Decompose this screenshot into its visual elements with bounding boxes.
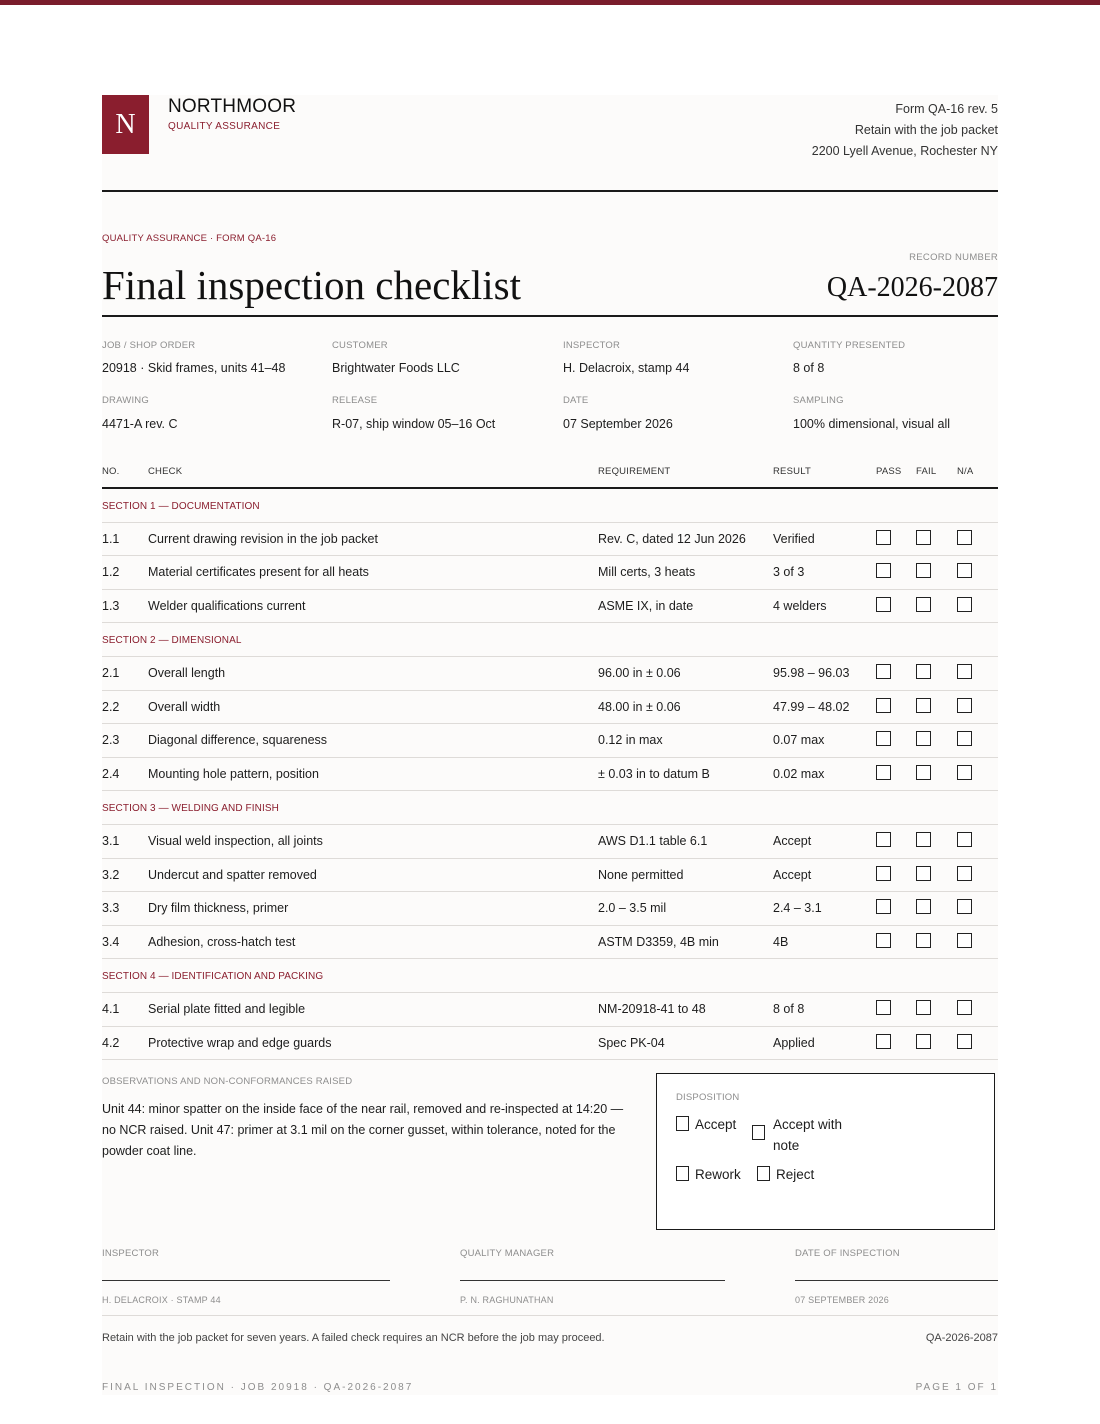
row-divider bbox=[102, 858, 998, 859]
company-department: QUALITY ASSURANCE bbox=[168, 121, 281, 132]
cell-requirement: 48.00 in ± 0.06 bbox=[598, 699, 681, 714]
disposition-box bbox=[656, 1073, 995, 1230]
signature-name-inspector: H. DELACROIX · STAMP 44 bbox=[102, 1295, 221, 1305]
pass-checkbox[interactable] bbox=[876, 832, 891, 847]
header-divider bbox=[102, 190, 998, 192]
section-heading: SECTION 2 — DIMENSIONAL bbox=[102, 635, 242, 647]
disposition-accept-checkbox[interactable] bbox=[676, 1116, 689, 1131]
signature-label-quality-manager: QUALITY MANAGER bbox=[460, 1248, 555, 1259]
cell-result: 0.07 max bbox=[773, 733, 825, 748]
col-header-pass: PASS bbox=[876, 466, 902, 477]
signature-line-quality-manager[interactable] bbox=[460, 1280, 725, 1281]
na-checkbox[interactable] bbox=[957, 1000, 972, 1015]
row-divider bbox=[102, 589, 998, 590]
col-header-na: N/A bbox=[957, 466, 974, 477]
cell-check: Welder qualifications current bbox=[148, 598, 306, 613]
na-checkbox[interactable] bbox=[957, 731, 972, 746]
pass-checkbox[interactable] bbox=[876, 1000, 891, 1015]
cell-no: 4.2 bbox=[102, 1035, 120, 1050]
row-divider bbox=[102, 690, 998, 691]
fail-checkbox[interactable] bbox=[916, 664, 931, 679]
meta-label-customer: CUSTOMER bbox=[332, 340, 388, 351]
row-divider bbox=[102, 656, 998, 657]
retention-note: Retain with the job packet for seven years. A failed check requires an NCR before the job may proceed. bbox=[102, 1332, 605, 1344]
na-checkbox[interactable] bbox=[957, 530, 972, 545]
meta-label-release: RELEASE bbox=[332, 395, 378, 406]
cell-requirement: ± 0.03 in to datum B bbox=[598, 766, 710, 781]
row-divider bbox=[102, 1059, 998, 1060]
col-header-requirement: REQUIREMENT bbox=[598, 466, 671, 477]
pass-checkbox[interactable] bbox=[876, 731, 891, 746]
row-divider bbox=[102, 992, 998, 993]
signature-label-date: DATE OF INSPECTION bbox=[795, 1248, 900, 1259]
meta-value-customer: Brightwater Foods LLC bbox=[332, 361, 460, 375]
pass-checkbox[interactable] bbox=[876, 933, 891, 948]
inspection-form-sheet bbox=[102, 95, 998, 1395]
row-divider bbox=[102, 925, 998, 926]
cell-no: 3.4 bbox=[102, 934, 120, 949]
fail-checkbox[interactable] bbox=[916, 765, 931, 780]
running-footer: FINAL INSPECTION · JOB 20918 · QA-2026-2087 bbox=[102, 1382, 414, 1393]
cell-no: 1.1 bbox=[102, 531, 120, 546]
cell-result: Accept bbox=[773, 834, 812, 848]
fail-checkbox[interactable] bbox=[916, 597, 931, 612]
meta-label-date: DATE bbox=[563, 395, 589, 406]
page-title: Final inspection checklist bbox=[102, 262, 522, 308]
pass-checkbox[interactable] bbox=[876, 597, 891, 612]
disposition-label: DISPOSITION bbox=[676, 1092, 740, 1103]
na-checkbox[interactable] bbox=[957, 698, 972, 713]
fail-checkbox[interactable] bbox=[916, 731, 931, 746]
fail-checkbox[interactable] bbox=[916, 866, 931, 881]
footer-divider bbox=[102, 1315, 998, 1316]
na-checkbox[interactable] bbox=[957, 664, 972, 679]
meta-label-quantity: QUANTITY PRESENTED bbox=[793, 340, 906, 351]
meta-label-sampling: SAMPLING bbox=[793, 395, 844, 406]
fail-checkbox[interactable] bbox=[916, 1000, 931, 1015]
cell-check: Visual weld inspection, all joints bbox=[148, 834, 323, 848]
disposition-reject-checkbox[interactable] bbox=[757, 1166, 770, 1181]
fail-checkbox[interactable] bbox=[916, 530, 931, 545]
signature-name-quality-manager: P. N. RAGHUNATHAN bbox=[460, 1295, 554, 1305]
accept-with-note-line2: note bbox=[773, 1138, 800, 1153]
cell-no: 2.1 bbox=[102, 666, 120, 680]
cell-requirement: None permitted bbox=[598, 867, 684, 882]
row-divider bbox=[102, 757, 998, 758]
page-number: PAGE 1 OF 1 bbox=[915, 1382, 998, 1393]
title-divider bbox=[102, 315, 998, 317]
disposition-accept-with-note-checkbox[interactable] bbox=[752, 1125, 765, 1140]
cell-result: 0.02 max bbox=[773, 766, 825, 781]
cell-check: Serial plate fitted and legible bbox=[148, 1002, 306, 1016]
na-checkbox[interactable] bbox=[957, 899, 972, 914]
observations-label: OBSERVATIONS AND NON-CONFORMANCES RAISED bbox=[102, 1076, 353, 1087]
pass-checkbox[interactable] bbox=[876, 530, 891, 545]
form-kicker: QUALITY ASSURANCE · FORM QA-16 bbox=[102, 233, 277, 244]
cell-no: 2.2 bbox=[102, 699, 120, 714]
cell-check: Adhesion, cross-hatch test bbox=[148, 934, 296, 949]
cell-result: Verified bbox=[773, 531, 815, 546]
cell-requirement: ASTM D3359, 4B min bbox=[598, 934, 719, 949]
meta-value-drawing: 4471-A rev. C bbox=[102, 417, 178, 431]
row-divider bbox=[102, 555, 998, 556]
meta-value-job: 20918 · Skid frames, units 41–48 bbox=[102, 361, 286, 375]
fail-checkbox[interactable] bbox=[916, 563, 931, 578]
cell-no: 3.1 bbox=[102, 834, 120, 848]
cell-check: Protective wrap and edge guards bbox=[148, 1035, 332, 1050]
col-header-fail: FAIL bbox=[916, 466, 937, 477]
form-id: Form QA-16 rev. 5 bbox=[895, 102, 998, 116]
meta-value-sampling: 100% dimensional, visual all bbox=[793, 417, 951, 431]
row-divider bbox=[102, 1026, 998, 1027]
logo-letter: N bbox=[115, 108, 136, 140]
cell-check: Dry film thickness, primer bbox=[148, 901, 289, 916]
form-header-info bbox=[812, 99, 998, 162]
disposition-rework-checkbox[interactable] bbox=[676, 1166, 689, 1181]
cell-result: 4 welders bbox=[773, 598, 827, 613]
signature-line-date[interactable] bbox=[795, 1280, 998, 1281]
cell-requirement: AWS D1.1 table 6.1 bbox=[598, 834, 708, 848]
fail-checkbox[interactable] bbox=[916, 1034, 931, 1049]
row-divider bbox=[102, 891, 998, 892]
col-header-no: NO. bbox=[102, 466, 120, 477]
company-logo bbox=[102, 95, 149, 154]
meta-label-job: JOB / SHOP ORDER bbox=[102, 340, 196, 351]
meta-label-drawing: DRAWING bbox=[102, 395, 149, 406]
cell-result: 2.4 – 3.1 bbox=[773, 901, 822, 916]
cell-check: Mounting hole pattern, position bbox=[148, 766, 319, 781]
meta-label-inspector: INSPECTOR bbox=[563, 340, 621, 351]
cell-no: 1.2 bbox=[102, 565, 120, 580]
pass-checkbox[interactable] bbox=[876, 698, 891, 713]
cell-requirement: 96.00 in ± 0.06 bbox=[598, 666, 681, 680]
top-accent-bar bbox=[0, 0, 1100, 5]
record-number: QA-2026-2087 bbox=[826, 272, 998, 303]
na-checkbox[interactable] bbox=[957, 933, 972, 948]
pass-checkbox[interactable] bbox=[876, 1034, 891, 1049]
cell-result: 8 of 8 bbox=[773, 1002, 805, 1016]
cell-requirement: Mill certs, 3 heats bbox=[598, 565, 696, 580]
row-divider bbox=[102, 522, 998, 523]
cell-requirement: 2.0 – 3.5 mil bbox=[598, 901, 667, 916]
cell-result: 3 of 3 bbox=[773, 565, 805, 580]
signature-line-inspector[interactable] bbox=[102, 1280, 390, 1281]
cell-result: 95.98 – 96.03 bbox=[773, 666, 850, 680]
fail-checkbox[interactable] bbox=[916, 832, 931, 847]
fail-checkbox[interactable] bbox=[916, 933, 931, 948]
na-checkbox[interactable] bbox=[957, 1034, 972, 1049]
retain-note: Retain with the job packet bbox=[854, 123, 998, 137]
cell-check: Current drawing revision in the job packet bbox=[148, 531, 378, 546]
observations-text: Unit 44: minor spatter on the inside face of the near rail, removed and re-inspected at 14:20 — no NCR raised. Unit 47: primer at 3.1 mil on the corner gusset, within tolerance, noted for the powder coat line. bbox=[102, 1102, 624, 1158]
na-checkbox[interactable] bbox=[957, 765, 972, 780]
fail-checkbox[interactable] bbox=[916, 698, 931, 713]
cell-result: 4B bbox=[773, 934, 789, 949]
disposition-accept-label: Accept bbox=[695, 1117, 737, 1132]
cell-check: Undercut and spatter removed bbox=[148, 867, 317, 882]
signature-name-date: 07 SEPTEMBER 2026 bbox=[795, 1295, 889, 1305]
company-address: 2200 Lyell Avenue, Rochester NY bbox=[811, 144, 998, 158]
cell-result: Applied bbox=[773, 1035, 815, 1050]
signature-label-inspector: INSPECTOR bbox=[102, 1248, 160, 1259]
na-checkbox[interactable] bbox=[957, 866, 972, 881]
row-divider bbox=[102, 824, 998, 825]
footer-record-number: QA-2026-2087 bbox=[925, 1332, 998, 1344]
cell-no: 2.3 bbox=[102, 733, 120, 748]
cell-requirement: 0.12 in max bbox=[598, 733, 663, 748]
pass-checkbox[interactable] bbox=[876, 899, 891, 914]
section-heading: SECTION 3 — WELDING AND FINISH bbox=[102, 803, 279, 815]
record-number-label: RECORD NUMBER bbox=[909, 252, 998, 263]
na-checkbox[interactable] bbox=[957, 832, 972, 847]
accept-with-note-line1: Accept with bbox=[773, 1117, 843, 1132]
cell-no: 4.1 bbox=[102, 1002, 120, 1016]
pass-checkbox[interactable] bbox=[876, 664, 891, 679]
col-header-check: CHECK bbox=[148, 466, 183, 477]
disposition-reject-label: Reject bbox=[776, 1167, 815, 1182]
meta-value-release: R-07, ship window 05–16 Oct bbox=[332, 417, 496, 431]
cell-requirement: Rev. C, dated 12 Jun 2026 bbox=[598, 531, 746, 546]
na-checkbox[interactable] bbox=[957, 597, 972, 612]
cell-check: Overall length bbox=[148, 666, 226, 680]
cell-result: 47.99 – 48.02 bbox=[773, 699, 850, 714]
section-heading: SECTION 1 — DOCUMENTATION bbox=[102, 501, 260, 512]
table-header-divider bbox=[102, 487, 998, 489]
cell-requirement: NM-20918-41 to 48 bbox=[598, 1002, 706, 1016]
row-divider bbox=[102, 958, 998, 959]
row-divider bbox=[102, 622, 998, 623]
pass-checkbox[interactable] bbox=[876, 765, 891, 780]
row-divider bbox=[102, 790, 998, 791]
meta-value-quantity: 8 of 8 bbox=[793, 361, 825, 375]
meta-value-date: 07 September 2026 bbox=[563, 417, 673, 431]
fail-checkbox[interactable] bbox=[916, 899, 931, 914]
pass-checkbox[interactable] bbox=[876, 563, 891, 578]
cell-requirement: ASME IX, in date bbox=[598, 598, 694, 613]
cell-no: 3.3 bbox=[102, 901, 120, 916]
cell-check: Overall width bbox=[148, 699, 221, 714]
cell-no: 2.4 bbox=[102, 766, 120, 781]
disposition-accept-with-note-label bbox=[773, 1114, 842, 1156]
cell-no: 3.2 bbox=[102, 867, 120, 882]
cell-no: 1.3 bbox=[102, 598, 120, 613]
pass-checkbox[interactable] bbox=[876, 866, 891, 881]
cell-check: Diagonal difference, squareness bbox=[148, 733, 328, 748]
meta-value-inspector: H. Delacroix, stamp 44 bbox=[563, 361, 690, 375]
cell-result: Accept bbox=[773, 867, 812, 882]
disposition-rework-label: Rework bbox=[695, 1167, 741, 1182]
row-divider bbox=[102, 723, 998, 724]
na-checkbox[interactable] bbox=[957, 563, 972, 578]
cell-check: Material certificates present for all heats bbox=[148, 565, 369, 580]
cell-requirement: Spec PK-04 bbox=[598, 1035, 665, 1050]
section-heading: SECTION 4 — IDENTIFICATION AND PACKING bbox=[102, 971, 324, 983]
company-name: NORTHMOOR bbox=[168, 96, 297, 117]
col-header-result: RESULT bbox=[773, 466, 811, 477]
